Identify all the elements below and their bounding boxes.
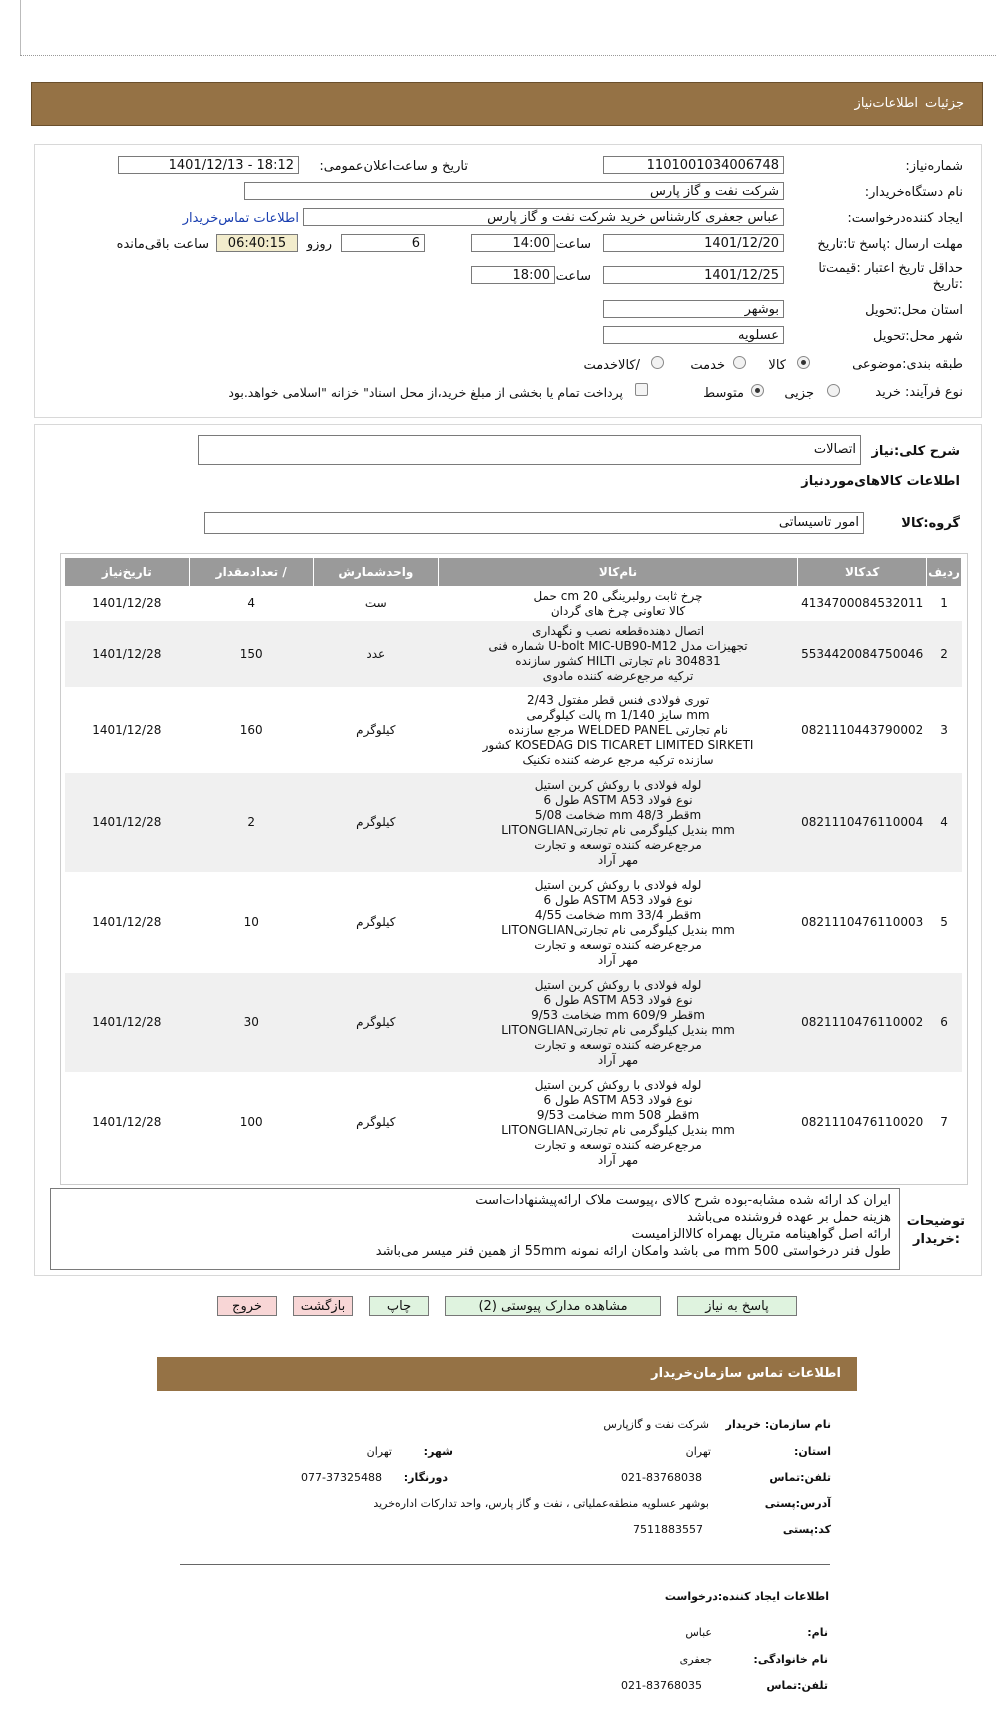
goods-radio[interactable] [797,356,810,369]
notes-line-3: ارائه اصل گواهینامه متریال بهمراه کالاالزامیست [631,1227,891,1242]
quantity-cell: 100 [189,1073,313,1173]
need-date-cell: 1401/12/28 [65,621,190,688]
fax-value: 077-37325488 [301,1471,382,1484]
goods-info-title: اطلاعات کالاهای‌موردنیاز [801,474,960,489]
item-code-cell: 0821110443790002 [798,688,927,773]
quantity-cell: 150 [189,621,313,688]
col-name: نام‌کالا [438,558,798,587]
row-number-cell: 7 [927,1073,962,1173]
item-name-line: کالا تعاونی چرخ های گردان [550,603,686,618]
item-name-line: مهر آراد [597,1052,639,1067]
buyer-contact-title: اطلاعات تماس سازمان‌خریدار [651,1366,841,1381]
quantity-cell: 2 [189,773,313,873]
address-label: آدرس:پستی [764,1497,831,1510]
item-name-line: مرجع‌عرضه کننده توسعه و تجارت [534,1037,702,1052]
table-row [65,773,962,873]
unit-cell: عدد [313,621,438,688]
deadline-time-field: 14:00 [471,234,555,252]
validity-label-2: :تاریخ [932,277,963,292]
fax-label: دورنگار: [403,1471,448,1484]
address-value: بوشهر عسلویه منطقه‌عملیاتی ، نفت و گاز پارس، واحد تدارکات اداره‌خرید [373,1497,709,1510]
unit-cell: کیلوگرم [313,773,438,873]
item-name-cell [438,688,798,773]
city-contact-label: شهر: [423,1445,453,1458]
requester-family-label: نام خانوادگی: [753,1653,828,1666]
item-name-line: لوله فولادی با روکش کربن استیل [534,1077,702,1092]
partial-radio[interactable] [827,384,840,397]
buyer-contact-link[interactable]: اطلاعات تماس‌خریدار [182,211,299,226]
notes-label-1: توضیحات [906,1214,965,1229]
tab-need-info[interactable]: اطلاعات‌نیاز [854,96,918,111]
item-name-line: سازنده ترکیه مرجع عرضه کننده تکنیک [522,752,714,767]
item-name-cell [438,587,798,621]
quantity-cell: 30 [189,973,313,1073]
phone-value: 021-83768038 [621,1471,702,1484]
quantity-cell: 160 [189,688,313,773]
row-number-cell: 1 [927,587,962,621]
col-row: ردیف [927,558,962,587]
announce-label: تاریخ و ساعت‌اعلان‌عمومی: [319,159,468,174]
col-qty: / تعدادمقدار [189,558,313,587]
goods-service-radio[interactable] [651,356,664,369]
row-number-cell: 3 [927,688,962,773]
unit-cell: کیلوگرم [313,973,438,1073]
item-name-line: mm سایز 1/140 m پالت کیلوگرمی [526,707,710,722]
item-name-line: مهر آراد [597,1152,639,1167]
creator-field: عباس جعفری کارشناس خرید شرکت نفت و گاز پارس [303,208,784,226]
exit-button[interactable]: خروج [217,1296,277,1316]
unit-cell: کیلوگرم [313,688,438,773]
row-number-cell: 5 [927,873,962,973]
service-radio-label: خدمت [690,358,725,373]
province-contact-label: استان: [794,1445,831,1458]
deadline-time-label: ساعت [555,237,591,252]
item-name-cell [438,1073,798,1173]
partial-radio-label: جزیی [784,386,814,401]
need-date-cell: 1401/12/28 [65,773,190,873]
item-code-cell: 0821110476110003 [798,873,927,973]
row-number-cell: 2 [927,621,962,688]
item-name-line: نام تجارتی WELDED PANEL مرجع سازنده [508,722,728,737]
item-name-line: لوله فولادی با روکش کربن استیل [534,877,702,892]
table-row [65,587,962,621]
item-name-line: مهر آراد [597,952,639,967]
creator-label: ایجاد کننده‌درخواست: [847,211,963,226]
contact-divider [180,1564,830,1565]
announce-field: 1401/12/13 - 18:12 [118,156,299,174]
phone-label: تلفن:تماس [769,1471,831,1484]
category-label: طبقه بندی:موضوعی [852,357,963,372]
item-name-line: مرجع‌عرضه کننده توسعه و تجارت [534,937,702,952]
need-number-field: 1101001034006748 [603,156,784,174]
item-name-line: نوع فولاد ASTM A53 طول 6 [543,1092,693,1107]
unit-cell: کیلوگرم [313,873,438,973]
page-top-divider [20,55,996,56]
requester-phone-value: 021-83768035 [621,1679,702,1692]
row-number-cell: 4 [927,773,962,873]
item-name-cell [438,621,798,688]
deadline-date-field: 1401/12/20 [603,234,784,252]
postal-code-value: 7511883557 [633,1523,703,1536]
buyer-contact-header [157,1357,857,1391]
days-label: روزو [306,237,332,252]
item-name-cell [438,773,798,873]
buyer-field: شرکت نفت و گاز پارس [244,182,784,200]
item-name-line: تجهیزات مدل U-bolt MIC-UB90-M12 شماره فنی [488,639,748,653]
requester-family-value: جعفری [679,1653,712,1666]
back-button[interactable]: بازگشت [293,1296,353,1316]
unit-cell: ست [313,587,438,621]
unit-cell: کیلوگرم [313,1073,438,1173]
item-code-cell: 0821110476110020 [798,1073,927,1173]
view-attachments-button[interactable]: مشاهده مدارک پیوستی (2) [445,1296,661,1316]
requester-name-value: عباس [685,1626,712,1639]
requester-title: اطلاعات ایجاد کننده:درخواست [664,1590,829,1603]
tab-details[interactable]: جزئیات [925,96,964,111]
treasury-payment-note: پرداخت تمام یا بخشی از مبلغ خرید،از محل اسناد" خزانه "اسلامی خواهد.بود [228,385,623,400]
item-name-line: mقطر 33/4 mm ضخامت 4/55 [534,907,702,922]
item-name-line: نوع فولاد ASTM A53 طول 6 [543,792,693,807]
page-left-border [20,0,21,56]
notes-label-2: :خریدار [913,1232,960,1247]
service-radio[interactable] [733,356,746,369]
need-date-cell: 1401/12/28 [65,973,190,1073]
item-name-line: نوع فولاد ASTM A53 طول 6 [543,992,693,1007]
days-field: 6 [341,234,425,252]
table-row [65,621,962,688]
item-name-line: mقطر 508 mm ضخامت 9/53 [536,1107,700,1122]
goods-group-field: امور تاسیساتی [204,512,864,534]
item-name-line: ترکیه مرجع‌عرضه کننده مادوی [542,669,694,683]
validity-label-1: حداقل تاریخ اعتبار :قیمت‌تا [818,261,963,276]
col-unit: واحدشمارش [313,558,438,587]
need-number-label: شماره‌نیاز: [905,159,963,174]
province-contact-value: تهران [685,1445,711,1458]
table-row [65,688,962,773]
item-name-line: مهر آراد [597,852,639,867]
buyer-label: نام دستگاه‌خریدار: [864,185,963,200]
notes-line-1: ایران کد ارائه شده مشابه-بوده شرح کالای ،پیوست ملاک ارائه‌پیشنهادات‌است [475,1193,891,1208]
item-name-cell [438,973,798,1073]
quantity-cell: 4 [189,587,313,621]
item-code-cell: 0821110476110004 [798,773,927,873]
goods-table-body [65,587,962,1173]
item-name-cell [438,873,798,973]
table-row [65,973,962,1073]
medium-radio[interactable] [751,384,764,397]
notes-line-4: طول فنر درخواستی 500 mm می باشد وامکان ارائه نمونه 55mm از همین فنر میسر می‌باشد [375,1244,891,1259]
item-name-line: چرخ ثابت رولبرینگی 20 cm حمل [533,588,703,603]
item-name-line: mقطر 48/3 mm ضخامت 5/08 [534,807,702,822]
validity-time-label: ساعت [555,269,591,284]
table-row [65,873,962,973]
item-name-line: mm بندیل کیلوگرمی نام تجارتیLITONGLIAN [501,1122,735,1137]
item-name-line: KOSEDAG DIS TICARET LIMITED SIRKETI کشور [482,737,754,752]
item-name-line: mقطر 609/9 mm ضخامت 9/53 [531,1007,705,1022]
goods-table-header [65,558,962,587]
need-description-field: اتصالات [198,435,861,465]
item-name-line: مرجع‌عرضه کننده توسعه و تجارت [534,837,702,852]
item-name-line: mm بندیل کیلوگرمی نام تجارتیLITONGLIAN [501,822,735,837]
requester-phone-label: تلفن:تماس [766,1679,828,1692]
province-field: بوشهر [603,300,784,318]
remaining-time-label: ساعت باقی‌مانده [116,237,209,252]
col-code: کدکالا [798,558,927,587]
medium-radio-label: متوسط [703,386,744,401]
need-date-cell: 1401/12/28 [65,873,190,973]
item-name-line: mm بندیل کیلوگرمی نام تجارتیLITONGLIAN [501,922,735,937]
notes-line-2: هزینه حمل بر عهده فروشنده می‌باشد [687,1210,891,1225]
process-type-label: نوع فرآیند: خرید [875,385,963,400]
item-name-line: اتصال دهنده‌قطعه نصب و نگهداری [532,624,705,638]
province-label: استان محل:تحویل [865,303,963,318]
item-code-cell: 0821110476110002 [798,973,927,1073]
city-contact-value: تهران [366,1445,392,1458]
org-label: نام سازمان: خریدار [725,1418,831,1431]
city-field: عسلویه [603,326,784,344]
item-code-cell: 4134700084532011 [798,587,927,621]
goods-table [64,557,962,1173]
postal-code-label: کد:پستی [782,1523,831,1536]
deadline-label: مهلت ارسال :پاسخ تا:تاریخ [817,237,963,252]
quantity-cell: 10 [189,873,313,973]
reply-button[interactable]: پاسخ به نیاز [677,1296,797,1316]
buyer-notes-box [50,1188,900,1270]
validity-time-field: 18:00 [471,266,555,284]
table-row [65,1073,962,1173]
org-value: شرکت نفت و گازپارس [603,1418,709,1431]
page-header-bar [31,82,983,126]
item-name-line: mm بندیل کیلوگرمی نام تجارتیLITONGLIAN [501,1022,735,1037]
item-name-line: مرجع‌عرضه کننده توسعه و تجارت [534,1137,702,1152]
requester-name-label: نام: [807,1626,828,1639]
row-number-cell: 6 [927,973,962,1073]
validity-date-field: 1401/12/25 [603,266,784,284]
col-date: تاریخ‌نیاز [65,558,190,587]
goods-radio-label: کالا [768,358,786,373]
print-button[interactable]: چاپ [369,1296,429,1316]
item-name-line: لوله فولادی با روکش کربن استیل [534,977,702,992]
goods-service-radio-label: /کالاخدمت [583,358,640,373]
item-code-cell: 5534420084750046 [798,621,927,688]
item-name-line: توری فولادی فنس قطر مفتول 2/43 [526,692,710,707]
need-description-label: شرح کلی:نیاز [871,444,960,459]
city-label: شهر محل:تحویل [873,329,963,344]
remaining-time-field: 06:40:15 [216,234,298,252]
need-date-cell: 1401/12/28 [65,1073,190,1173]
need-date-cell: 1401/12/28 [65,688,190,773]
item-name-line: 304831 نام تجارتی HILTI کشور سازنده [515,654,721,668]
item-name-line: نوع فولاد ASTM A53 طول 6 [543,892,693,907]
goods-group-label: گروه:کالا [901,516,960,531]
item-name-line: لوله فولادی با روکش کربن استیل [534,777,702,792]
need-date-cell: 1401/12/28 [65,587,190,621]
treasury-payment-checkbox[interactable] [635,383,648,396]
